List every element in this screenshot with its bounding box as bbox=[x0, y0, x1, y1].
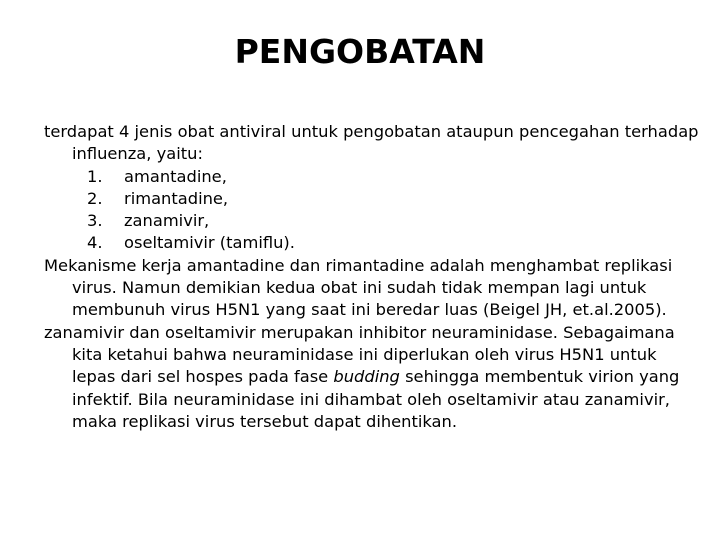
budding-emphasis: budding bbox=[333, 367, 400, 387]
list-item-text: amantadine, bbox=[124, 166, 227, 186]
mechanism-paragraph: Mekanisme kerja amantadine dan rimantadine adalah menghambat replikasi virus. Namun demikian kedua obat ini sudah tidak mempan lagi untuk membunuh virus H5N1 yang saat ini beredar luas (Beigel JH, et.al.2005). bbox=[44, 255, 673, 320]
list-number: 1. bbox=[87, 166, 103, 186]
list-item bbox=[44, 188, 704, 210]
inhibitor-paragraph bbox=[44, 322, 704, 433]
slide-body bbox=[44, 121, 704, 433]
list-item-text: rimantadine, bbox=[124, 188, 229, 208]
list-item bbox=[44, 210, 704, 232]
list-number: 2. bbox=[87, 188, 103, 208]
intro-paragraph: terdapat 4 jenis obat antiviral untuk pengobatan ataupun pencegahan terhadap influenza, yaitu: bbox=[44, 122, 699, 164]
list-number: 3. bbox=[87, 211, 103, 231]
list-item bbox=[44, 166, 704, 188]
list-item bbox=[44, 232, 704, 254]
inhibitor-text-before: zanamivir dan oseltamivir merupakan inhibitor neuraminidase. Sebagaimana kita ketahui bahwa neuraminidase ini diperlukan oleh virus H5N1 untuk lepas dari sel hospes pada fase bbox=[44, 322, 675, 387]
slide-title: PENGOBATAN bbox=[234, 32, 486, 71]
list-number: 4. bbox=[87, 233, 103, 253]
list-item-text: oseltamivir (tamiflu). bbox=[124, 233, 295, 253]
inhibitor-text-after: sehingga membentuk virion yang infektif. Bila neuraminidase ini dihambat oleh oseltamivir atau zanamivir, maka replikasi virus tersebut dapat dihentikan. bbox=[72, 367, 680, 431]
list-item-text: zanamivir, bbox=[124, 211, 210, 231]
antiviral-drug-list bbox=[44, 166, 704, 255]
